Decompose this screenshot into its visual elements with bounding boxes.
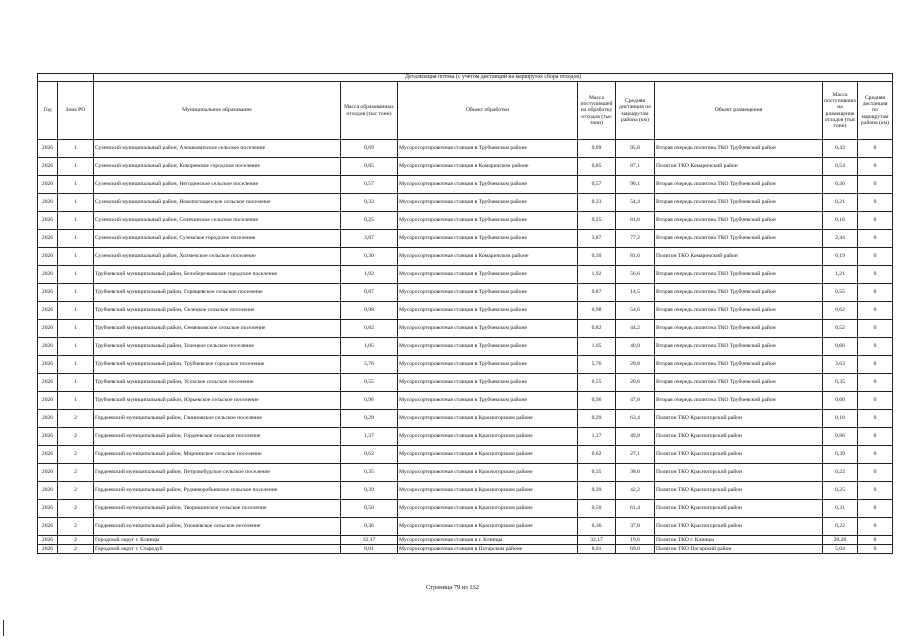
table-row	[38, 230, 893, 248]
table-cell: 2	[58, 518, 94, 536]
table-cell: Вторая очередь полигона ТКО Трубчевский район	[655, 284, 823, 302]
table-cell: Полигон ТКО Красногорский район	[655, 446, 823, 464]
table-cell: 0,35	[823, 374, 858, 392]
table-cell: 1	[58, 320, 94, 338]
table-cell: Вторая очередь полигона ТКО Трубчевский район	[655, 320, 823, 338]
table-cell: 42,2	[616, 482, 655, 500]
column-header: Объект размещения	[655, 82, 823, 140]
table-cell: 2026	[38, 176, 58, 194]
column-header: Масса поступивших на размещение отходов (тыс тонн)	[823, 82, 858, 140]
table-row	[38, 392, 893, 410]
table-cell: 1	[58, 176, 94, 194]
table-cell: Мусоросортировочная станция в Трубчевском районе	[398, 320, 578, 338]
table-cell: 20,26	[823, 536, 858, 545]
table-cell: Мусоросортировочная станция в Комаричском районе	[398, 248, 578, 266]
table-cell: Мусоросортировочная станция в Красногорском районе	[398, 410, 578, 428]
table-cell: 32,17	[341, 536, 398, 545]
table-cell: Вторая очередь полигона ТКО Трубчевский район	[655, 338, 823, 356]
table-cell: 0	[858, 392, 893, 410]
table-cell: Мусоросортировочная станция в Трубчевском районе	[398, 230, 578, 248]
table-cell: Мусоросортировочная станция в Трубчевском районе	[398, 302, 578, 320]
column-header: Масса образованных отходов (тыс тонн)	[341, 82, 398, 140]
table-cell: Полигон ТКО Красногорский район	[655, 464, 823, 482]
table-cell: 1,92	[578, 266, 616, 284]
table-cell: 54,6	[616, 302, 655, 320]
table-cell: 0,55	[578, 374, 616, 392]
table-cell: 0	[858, 176, 893, 194]
table-row	[38, 140, 893, 158]
table-cell: Суземский муниципальный район, Новопогощенское сельское поселение	[94, 194, 341, 212]
table-cell: 1	[58, 374, 94, 392]
scan-edge-mark	[3, 620, 4, 636]
table-cell: 0,69	[341, 140, 398, 158]
table-cell: Вторая очередь полигона ТКО Трубчевский район	[655, 356, 823, 374]
page-number: Страница 79 из 132	[426, 584, 479, 591]
table-row	[38, 158, 893, 176]
table-cell: Полигон ТКО Красногорский район	[655, 428, 823, 446]
waste-flow-table-container	[37, 73, 889, 554]
table-cell: 20,6	[616, 374, 655, 392]
table-cell: Гордеевский муниципальный район, Гордеевское сельское поселение	[94, 428, 341, 446]
table-cell: 1,37	[578, 428, 616, 446]
table-cell: 61,4	[616, 500, 655, 518]
table-cell: 8,01	[341, 545, 398, 554]
table-row	[38, 410, 893, 428]
table-cell: 0,31	[823, 500, 858, 518]
table-cell: 2	[58, 410, 94, 428]
table-row	[38, 464, 893, 482]
table-cell: 0,19	[823, 248, 858, 266]
table-cell: Трубчевский муниципальный район, Горящевское сельское поселение	[94, 284, 341, 302]
table-cell: 0	[858, 194, 893, 212]
table-cell: 2026	[38, 212, 58, 230]
table-cell: 37,8	[616, 518, 655, 536]
table-cell: 0,33	[341, 194, 398, 212]
table-cell: 2	[58, 464, 94, 482]
table-cell: 0	[858, 545, 893, 554]
table-cell: 2026	[38, 302, 58, 320]
table-body	[38, 140, 893, 554]
table-cell: Трубчевский муниципальный район, Усохское сельское поселение	[94, 374, 341, 392]
table-cell: 0	[858, 410, 893, 428]
table-cell: 47,8	[616, 392, 655, 410]
table-cell: 0,33	[578, 194, 616, 212]
table-cell: 3,63	[823, 356, 858, 374]
table-cell: 0,87	[578, 284, 616, 302]
table-cell: 0,22	[823, 518, 858, 536]
table-cell: Мусоросортировочная станция в Красногорском районе	[398, 482, 578, 500]
table-cell: 1	[58, 392, 94, 410]
column-header: Средняя дистанция по маршрутам района (км)	[858, 82, 893, 140]
table-row	[38, 194, 893, 212]
table-cell: 2026	[38, 482, 58, 500]
table-cell: 0	[858, 248, 893, 266]
table-cell: 2	[58, 428, 94, 446]
table-cell: Вторая очередь полигона ТКО Трубчевский район	[655, 266, 823, 284]
table-row	[38, 176, 893, 194]
column-header: Муниципальное образование	[94, 82, 341, 140]
table-cell: 40,0	[616, 338, 655, 356]
table-cell: 0	[858, 428, 893, 446]
table-cell: 0	[858, 284, 893, 302]
table-row	[38, 320, 893, 338]
table-cell: 0	[858, 482, 893, 500]
table-cell: 0	[858, 158, 893, 176]
table-cell: 2	[58, 482, 94, 500]
table-cell: Мусоросортировочная станция в Трубчевском районе	[398, 356, 578, 374]
table-cell: 0,69	[578, 140, 616, 158]
table-cell: Вторая очередь полигона ТКО Трубчевский район	[655, 392, 823, 410]
table-cell: 1,05	[578, 338, 616, 356]
table-cell: Трубчевский муниципальный район, Телецкое сельское поселение	[94, 338, 341, 356]
table-cell: 1,21	[823, 266, 858, 284]
table-cell: Мусоросортировочная станция в Трубчевском районе	[398, 284, 578, 302]
table-cell: Полигон ТКО Комаричский район	[655, 158, 823, 176]
table-cell: 49,8	[616, 428, 655, 446]
table-cell: Мусоросортировочная станция в Трубчевском районе	[398, 212, 578, 230]
table-cell: 5,76	[341, 356, 398, 374]
table-cell: Суземский муниципальный район, Суземское городское поселение	[94, 230, 341, 248]
table-cell: 90,1	[616, 176, 655, 194]
table-cell: 2026	[38, 284, 58, 302]
table-row	[38, 518, 893, 536]
table-cell: 0,36	[578, 518, 616, 536]
table-cell: 0,57	[341, 176, 398, 194]
column-header: Зона РО	[58, 82, 94, 140]
table-cell: Вторая очередь полигона ТКО Трубчевский район	[655, 140, 823, 158]
table-cell: Гордеевский муниципальный район, Уношевское сельское поселение	[94, 518, 341, 536]
table-cell: 2026	[38, 536, 58, 545]
table-cell: 0,55	[341, 374, 398, 392]
table-cell: 0,55	[823, 284, 858, 302]
table-cell: Мусоросортировочная станция в Трубчевском районе	[398, 374, 578, 392]
table-cell: Вторая очередь полигона ТКО Трубчевский район	[655, 230, 823, 248]
table-cell: 0,22	[823, 464, 858, 482]
table-cell: Суземский муниципальный район, Негодинское сельское поселение	[94, 176, 341, 194]
table-cell: 69,0	[616, 545, 655, 554]
table-cell: Вторая очередь полигона ТКО Трубчевский район	[655, 194, 823, 212]
table-row	[38, 266, 893, 284]
table-cell: 0,18	[823, 410, 858, 428]
table-row	[38, 446, 893, 464]
table-cell: 2026	[38, 266, 58, 284]
table-cell: Вторая очередь полигона ТКО Трубчевский район	[655, 212, 823, 230]
table-cell: 2	[58, 536, 94, 545]
table-cell: Трубчевский муниципальный район, Трубчевское городское поселение	[94, 356, 341, 374]
table-cell: 0,96	[341, 392, 398, 410]
table-cell: 0,96	[578, 392, 616, 410]
table-row	[38, 356, 893, 374]
table-cell: 0,82	[341, 320, 398, 338]
table-row	[38, 338, 893, 356]
table-cell: 2026	[38, 410, 58, 428]
table-cell: 14,5	[616, 284, 655, 302]
table-cell: Мусоросортировочная станция в Погарском районе	[398, 545, 578, 554]
table-cell: 2026	[38, 140, 58, 158]
table-cell: Мусоросортировочная станция в Трубчевском районе	[398, 194, 578, 212]
table-cell: 1	[58, 266, 94, 284]
column-header: Объект обработки	[398, 82, 578, 140]
table-row	[38, 482, 893, 500]
table-cell: 32,17	[578, 536, 616, 545]
table-cell: 0	[858, 338, 893, 356]
table-cell: 0,52	[823, 320, 858, 338]
table-cell: 1,05	[341, 338, 398, 356]
table-cell: Мусоросортировочная станция в Трубчевском районе	[398, 176, 578, 194]
table-cell: 1	[58, 230, 94, 248]
table-cell: 0,29	[341, 410, 398, 428]
table-cell: Полигон ТКО Комаричский район	[655, 248, 823, 266]
table-cell: Гордеевский муниципальный район, Глинновское сельское поселение	[94, 410, 341, 428]
table-cell: 0,30	[341, 248, 398, 266]
table-cell: 0,35	[578, 464, 616, 482]
table-cell: 5,76	[578, 356, 616, 374]
table-row	[38, 536, 893, 545]
table-cell: 2026	[38, 518, 58, 536]
table-cell: Полигон ТКО Красногорский район	[655, 482, 823, 500]
table-cell: 0,43	[823, 140, 858, 158]
table-cell: 38,0	[616, 464, 655, 482]
table-cell: 0	[858, 212, 893, 230]
table-cell: 0,98	[578, 302, 616, 320]
table-cell: Вторая очередь полигона ТКО Трубчевский район	[655, 374, 823, 392]
table-cell: 1,37	[341, 428, 398, 446]
table-cell: 1	[58, 302, 94, 320]
table-row	[38, 248, 893, 266]
table-cell: Мусоросортировочная станция в Красногорском районе	[398, 518, 578, 536]
table-cell: 0,29	[578, 410, 616, 428]
table-cell: Гордеевский муниципальный район, Творишинское сельское поселение	[94, 500, 341, 518]
table-cell: Суземский муниципальный район, Холмечское сельское поселение	[94, 248, 341, 266]
table-cell: Суземский муниципальный район, Алешковичское сельское поселение	[94, 140, 341, 158]
table-cell: Вторая очередь полигона ТКО Трубчевский район	[655, 176, 823, 194]
table-cell: 0	[858, 374, 893, 392]
table-cell: 2026	[38, 248, 58, 266]
table-cell: 0	[858, 464, 893, 482]
table-cell: 0	[858, 302, 893, 320]
table-cell: 0,50	[578, 500, 616, 518]
table-cell: 1	[58, 284, 94, 302]
table-cell: 2026	[38, 356, 58, 374]
table-cell: 0	[858, 320, 893, 338]
table-cell: 44,2	[616, 320, 655, 338]
table-cell: 2026	[38, 428, 58, 446]
table-cell: 0,25	[823, 482, 858, 500]
table-cell: 0,60	[823, 392, 858, 410]
table-cell: Гордеевский муниципальный район, Рудневоробьевское сельское поселение	[94, 482, 341, 500]
table-cell: 2	[58, 545, 94, 554]
table-cell: 2026	[38, 320, 58, 338]
table-row	[38, 302, 893, 320]
table-cell: 2026	[38, 500, 58, 518]
table-cell: 0,25	[341, 212, 398, 230]
table-cell: 0,35	[341, 464, 398, 482]
table-cell: 1	[58, 194, 94, 212]
table-cell: Городской округ г. Стародуб	[94, 545, 341, 554]
table-cell: 0,62	[578, 446, 616, 464]
table-cell: Трубчевский муниципальный район, Семячковское сельское поселение	[94, 320, 341, 338]
table-cell: Мусоросортировочная станция в Красногорском районе	[398, 428, 578, 446]
table-cell: 2026	[38, 446, 58, 464]
table-cell: 0	[858, 230, 893, 248]
table-cell: Полигон ТКО г. Клинцы	[655, 536, 823, 545]
table-cell: 0,16	[823, 212, 858, 230]
table-row	[38, 428, 893, 446]
table-cell: 0,54	[823, 158, 858, 176]
table-cell: 29,8	[616, 356, 655, 374]
table-row	[38, 545, 893, 554]
table-cell: Трубчевский муниципальный район, Селецкое сельское поселение	[94, 302, 341, 320]
table-cell: Полигон ТКО Красногорский район	[655, 500, 823, 518]
table-cell: 8,01	[578, 545, 616, 554]
table-cell: Мусоросортировочная станция в г. Клинцы	[398, 536, 578, 545]
table-cell: Мусоросортировочная станция в Трубчевском районе	[398, 266, 578, 284]
table-cell: 0	[858, 356, 893, 374]
waste-flow-table	[37, 73, 893, 554]
table-cell: 2026	[38, 392, 58, 410]
table-cell: 0	[858, 518, 893, 536]
table-cell: 3,87	[341, 230, 398, 248]
table-row	[38, 374, 893, 392]
table-cell: 81,6	[616, 248, 655, 266]
column-header: Год	[38, 82, 58, 140]
table-cell: Мусоросортировочная станция в Красногорском районе	[398, 446, 578, 464]
table-cell: 0,87	[341, 284, 398, 302]
table-cell: 0,21	[823, 194, 858, 212]
table-cell: 0,39	[823, 446, 858, 464]
table-cell: Гордеевский муниципальный район, Петровобудское сельское поселение	[94, 464, 341, 482]
table-cell: 56,6	[616, 266, 655, 284]
table-cell: 1	[58, 338, 94, 356]
table-cell: 87,1	[616, 158, 655, 176]
header-row	[38, 82, 893, 140]
table-cell: 2026	[38, 194, 58, 212]
table-cell: 0,62	[341, 446, 398, 464]
table-cell: Суземский муниципальный район, Кокоревское городское поселение	[94, 158, 341, 176]
table-cell: 1	[58, 212, 94, 230]
table-cell: 2026	[38, 545, 58, 554]
table-cell: 0,30	[578, 248, 616, 266]
table-cell: 2026	[38, 374, 58, 392]
table-cell: Полигон ТКО Погарский район	[655, 545, 823, 554]
table-cell: 63,4	[616, 410, 655, 428]
table-cell: 1	[58, 248, 94, 266]
table-cell: 0,57	[578, 176, 616, 194]
table-row	[38, 284, 893, 302]
table-cell: 0,25	[578, 212, 616, 230]
title-spacer	[38, 74, 94, 82]
table-cell: 1,92	[341, 266, 398, 284]
table-cell: 54,4	[616, 194, 655, 212]
column-header: Масса поступившей на обработку отходов (тыс тонн)	[578, 82, 616, 140]
table-cell: 2,44	[823, 230, 858, 248]
table-cell: 2	[58, 446, 94, 464]
table-cell: 2026	[38, 158, 58, 176]
column-header: Средняя дистанция по маршрутам района (км)	[616, 82, 655, 140]
table-cell: 0	[858, 140, 893, 158]
table-cell: 1	[58, 356, 94, 374]
table-cell: Городской округ г. Клинцы	[94, 536, 341, 545]
table-cell: 0,39	[341, 482, 398, 500]
table-cell: 0,86	[823, 428, 858, 446]
table-cell: 0,85	[578, 158, 616, 176]
table-row	[38, 212, 893, 230]
table-cell: Трубчевский муниципальный район, Юрьевское сельское поселение	[94, 392, 341, 410]
table-cell: 0,85	[341, 158, 398, 176]
table-cell: 0,39	[578, 482, 616, 500]
table-cell: 0,36	[341, 518, 398, 536]
table-cell: Мусоросортировочная станция в Комаричском районе	[398, 158, 578, 176]
table-cell: Полигон ТКО Красногорский район	[655, 410, 823, 428]
table-cell: Полигон ТКО Красногорский район	[655, 518, 823, 536]
table-cell: 0,98	[341, 302, 398, 320]
table-cell: 0	[858, 266, 893, 284]
table-cell: Мусоросортировочная станция в Красногорском районе	[398, 500, 578, 518]
table-cell: Мусоросортировочная станция в Трубчевском районе	[398, 392, 578, 410]
table-cell: Мусоросортировочная станция в Трубчевском районе	[398, 140, 578, 158]
table-cell: 2026	[38, 464, 58, 482]
table-cell: 1	[58, 140, 94, 158]
table-cell: 0,82	[578, 320, 616, 338]
table-cell: 5,04	[823, 545, 858, 554]
table-cell: 0,66	[823, 338, 858, 356]
table-cell: 0,62	[823, 302, 858, 320]
table-cell: Гордеевский муниципальный район, Мирнинское сельское поселение	[94, 446, 341, 464]
table-cell: 2	[58, 500, 94, 518]
table-cell: 19,6	[616, 536, 655, 545]
table-row	[38, 500, 893, 518]
table-cell: Мусоросортировочная станция в Красногорском районе	[398, 464, 578, 482]
table-cell: 3,87	[578, 230, 616, 248]
table-cell: Трубчевский муниципальный район, Белоберезковское городское поселение	[94, 266, 341, 284]
table-cell: 95,8	[616, 140, 655, 158]
table-cell: 0	[858, 446, 893, 464]
table-cell: 2026	[38, 230, 58, 248]
table-cell: 0	[858, 500, 893, 518]
table-title: Детализация потока (с учетом дистанций на маршрутах сбора отходов)	[94, 74, 893, 82]
table-cell: 2026	[38, 338, 58, 356]
table-cell: Мусоросортировочная станция в Трубчевском районе	[398, 338, 578, 356]
table-cell: 0,50	[341, 500, 398, 518]
table-cell: 0,36	[823, 176, 858, 194]
table-cell: Суземский муниципальный район, Селечинское сельское поселение	[94, 212, 341, 230]
table-cell: 81,6	[616, 212, 655, 230]
table-cell: Вторая очередь полигона ТКО Трубчевский район	[655, 302, 823, 320]
table-cell: 0	[858, 536, 893, 545]
table-cell: 77,2	[616, 230, 655, 248]
table-cell: 1	[58, 158, 94, 176]
table-cell: 27,1	[616, 446, 655, 464]
